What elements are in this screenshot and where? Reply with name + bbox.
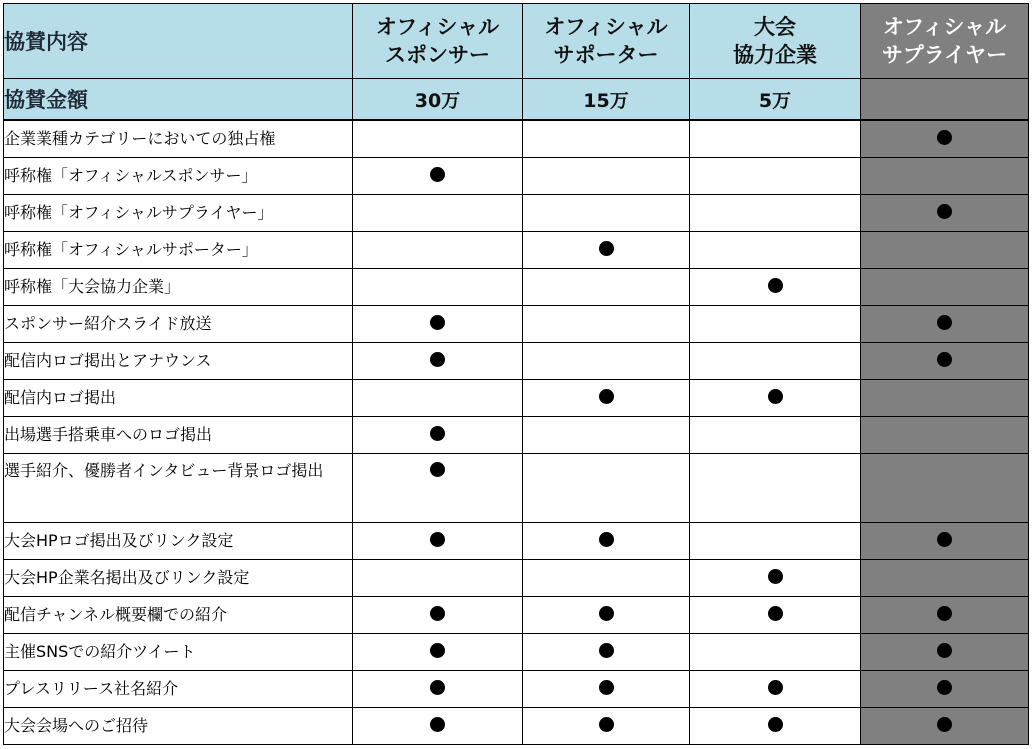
table-row [4, 232, 1029, 269]
benefit-cell [861, 158, 1029, 195]
table-row [4, 634, 1029, 671]
benefit-cell [690, 708, 861, 745]
benefit-cell [690, 120, 861, 158]
benefit-cell [861, 597, 1029, 634]
filled-circle-icon [430, 352, 445, 367]
filled-circle-icon [599, 389, 614, 404]
column-header-official-sponsor [353, 4, 523, 79]
benefit-cell [523, 306, 690, 343]
filled-circle-icon [599, 532, 614, 547]
sponsorship-table [3, 3, 1029, 745]
benefit-cell [523, 708, 690, 745]
benefit-cell [523, 269, 690, 306]
benefit-cell [353, 597, 523, 634]
table-row [4, 343, 1029, 380]
table-row [4, 120, 1029, 158]
benefit-cell [690, 158, 861, 195]
table-row [4, 380, 1029, 417]
column-header-cooperating-company [690, 4, 861, 79]
column-header-official-supplier [861, 4, 1029, 79]
benefit-cell [523, 195, 690, 232]
table-row [4, 671, 1029, 708]
benefit-label: 選手紹介、優勝者インタビュー背景ロゴ掲出 [4, 454, 353, 523]
benefit-label: 呼称権「オフィシャルスポンサー」 [4, 158, 353, 195]
benefit-cell [861, 232, 1029, 269]
benefit-cell [353, 306, 523, 343]
filled-circle-icon [768, 278, 783, 293]
benefit-cell [523, 380, 690, 417]
benefit-label: 配信チャンネル概要欄での紹介 [4, 597, 353, 634]
filled-circle-icon [599, 643, 614, 658]
amount-value: 30万 [353, 79, 523, 121]
column-header-line: オフィシャル [375, 15, 500, 39]
table-row [4, 597, 1029, 634]
benefit-label: 出場選手搭乗車へのロゴ掲出 [4, 417, 353, 454]
benefit-cell [861, 306, 1029, 343]
amount-row [4, 79, 1029, 121]
filled-circle-icon [430, 462, 445, 477]
table-row [4, 269, 1029, 306]
benefit-cell [523, 597, 690, 634]
column-header-line: オフィシャル [544, 15, 668, 39]
benefit-cell [523, 343, 690, 380]
benefit-cell [690, 269, 861, 306]
benefit-cell [690, 560, 861, 597]
benefit-cell [353, 417, 523, 454]
benefit-cell [353, 708, 523, 745]
filled-circle-icon [937, 352, 952, 367]
benefit-label: 呼称権「オフィシャルサプライヤー」 [4, 195, 353, 232]
benefit-cell [523, 454, 690, 523]
benefit-cell [861, 671, 1029, 708]
filled-circle-icon [430, 717, 445, 732]
benefit-cell [861, 380, 1029, 417]
benefit-cell [523, 560, 690, 597]
table-row [4, 195, 1029, 232]
benefit-label: 企業業種カテゴリーにおいての独占権 [4, 120, 353, 158]
amount-value: 5万 [690, 79, 861, 121]
benefit-cell [353, 523, 523, 560]
benefit-cell [353, 634, 523, 671]
benefit-cell [861, 343, 1029, 380]
benefit-cell [861, 560, 1029, 597]
benefit-cell [353, 343, 523, 380]
table-row [4, 523, 1029, 560]
table-row [4, 417, 1029, 454]
benefit-cell [690, 380, 861, 417]
filled-circle-icon [937, 606, 952, 621]
header-row [4, 4, 1029, 79]
benefit-label: 主催SNSでの紹介ツイート [4, 634, 353, 671]
filled-circle-icon [430, 532, 445, 547]
benefit-cell [523, 417, 690, 454]
amount-value [861, 79, 1029, 121]
filled-circle-icon [768, 606, 783, 621]
column-header-line: サプライヤー [881, 43, 1008, 67]
benefit-cell [353, 195, 523, 232]
column-header-line: オフィシャル [882, 15, 1007, 39]
benefit-label: プレスリリース社名紹介 [4, 671, 353, 708]
benefit-cell [690, 343, 861, 380]
column-header-line: 大会 [754, 15, 796, 39]
benefit-cell [690, 195, 861, 232]
filled-circle-icon [937, 130, 952, 145]
benefit-cell [690, 597, 861, 634]
benefit-cell [690, 523, 861, 560]
benefit-cell [353, 454, 523, 523]
benefit-cell [690, 634, 861, 671]
benefit-cell [690, 306, 861, 343]
benefit-cell [690, 417, 861, 454]
benefit-cell [861, 454, 1029, 523]
filled-circle-icon [430, 315, 445, 330]
filled-circle-icon [599, 241, 614, 256]
benefit-cell [861, 120, 1029, 158]
benefit-cell [690, 671, 861, 708]
table-row [4, 560, 1029, 597]
table-row [4, 454, 1029, 523]
filled-circle-icon [768, 389, 783, 404]
benefit-label: 大会HPロゴ掲出及びリンク設定 [4, 523, 353, 560]
benefit-cell [353, 232, 523, 269]
table-row [4, 708, 1029, 745]
benefit-cell [523, 232, 690, 269]
benefit-label: 配信内ロゴ掲出 [4, 380, 353, 417]
filled-circle-icon [430, 643, 445, 658]
benefit-cell [861, 708, 1029, 745]
benefit-label: スポンサー紹介スライド放送 [4, 306, 353, 343]
filled-circle-icon [937, 532, 952, 547]
benefit-cell [353, 158, 523, 195]
filled-circle-icon [599, 717, 614, 732]
filled-circle-icon [768, 717, 783, 732]
filled-circle-icon [430, 426, 445, 441]
filled-circle-icon [430, 606, 445, 621]
column-header-line: 協力企業 [733, 43, 817, 67]
table-row [4, 306, 1029, 343]
benefit-cell [861, 634, 1029, 671]
benefit-cell [353, 380, 523, 417]
column-header-line: サポーター [553, 43, 659, 67]
benefit-cell [523, 671, 690, 708]
benefit-label: 呼称権「大会協力企業」 [4, 269, 353, 306]
filled-circle-icon [430, 680, 445, 695]
benefit-cell [861, 523, 1029, 560]
table-row [4, 158, 1029, 195]
benefit-cell [690, 454, 861, 523]
filled-circle-icon [937, 717, 952, 732]
filled-circle-icon [768, 569, 783, 584]
benefit-cell [861, 195, 1029, 232]
filled-circle-icon [937, 680, 952, 695]
filled-circle-icon [937, 315, 952, 330]
filled-circle-icon [937, 204, 952, 219]
filled-circle-icon [768, 680, 783, 695]
benefit-cell [861, 417, 1029, 454]
benefit-cell [523, 634, 690, 671]
benefit-label: 大会会場へのご招待 [4, 708, 353, 745]
benefit-cell [523, 120, 690, 158]
filled-circle-icon [599, 680, 614, 695]
benefit-label: 呼称権「オフィシャルサポーター」 [4, 232, 353, 269]
amount-value: 15万 [523, 79, 690, 121]
amount-label: 協賛金額 [4, 79, 353, 121]
benefit-label: 配信内ロゴ掲出とアナウンス [4, 343, 353, 380]
benefit-cell [353, 269, 523, 306]
benefit-cell [690, 232, 861, 269]
benefit-label: 大会HP企業名掲出及びリンク設定 [4, 560, 353, 597]
benefit-cell [353, 120, 523, 158]
column-header-official-supporter [523, 4, 690, 79]
benefit-cell [353, 560, 523, 597]
filled-circle-icon [937, 643, 952, 658]
benefit-cell [861, 269, 1029, 306]
benefit-cell [523, 523, 690, 560]
benefit-cell [353, 671, 523, 708]
filled-circle-icon [430, 167, 445, 182]
benefit-cell [523, 158, 690, 195]
column-header-line: スポンサー [385, 43, 490, 67]
header-label: 協賛内容 [4, 4, 353, 79]
filled-circle-icon [599, 606, 614, 621]
